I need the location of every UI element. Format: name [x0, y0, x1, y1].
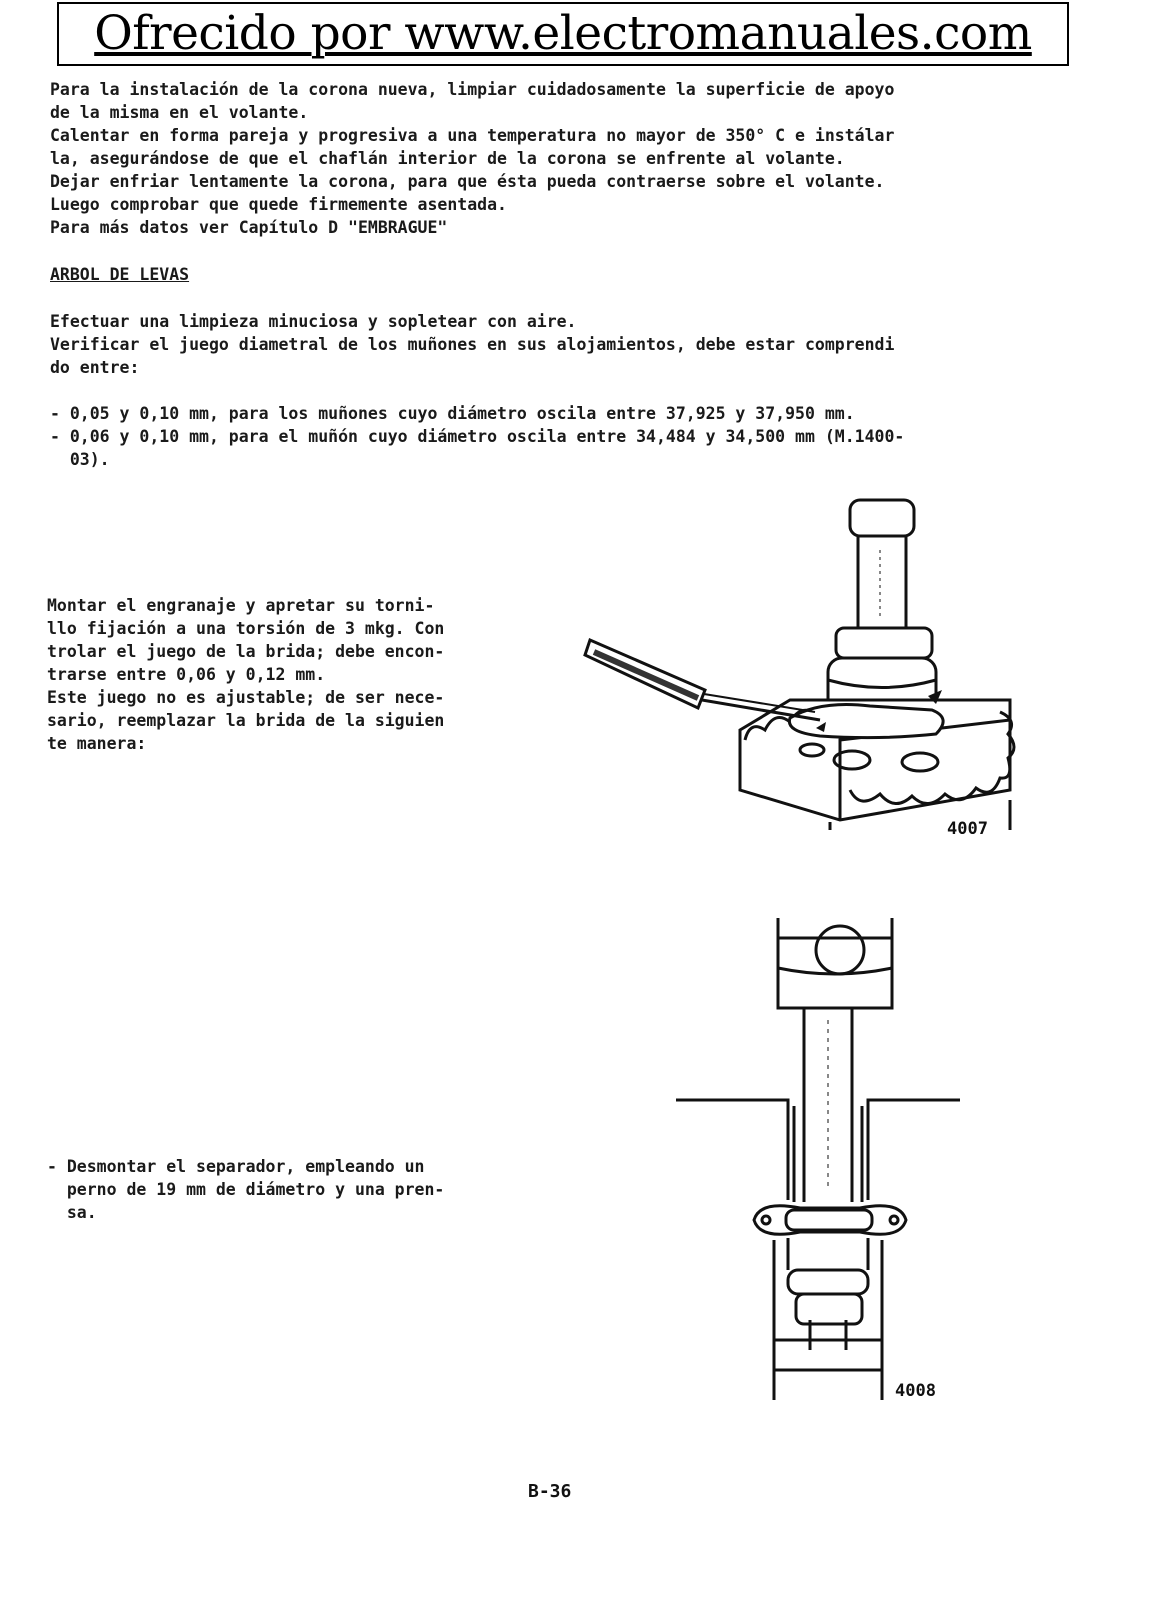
- bullet-line: - 0,06 y 0,10 mm, para el muñón cuyo diámetro oscila entre 34,484 y 34,500 mm (M.1400-: [50, 427, 905, 446]
- text-line: Dejar enfriar lentamente la corona, para que ésta pueda contraerse sobre el volante.: [50, 172, 885, 191]
- page-number: B-36: [528, 1481, 572, 1502]
- text-line: Para la instalación de la corona nueva, limpiar cuidadosamente la superficie de apoyo: [50, 80, 895, 99]
- text-line: Montar el engranaje y apretar su torni-: [47, 596, 435, 615]
- text-line: do entre:: [50, 358, 140, 377]
- text-line: Efectuar una limpieza minuciosa y sopletear con aire.: [50, 312, 577, 331]
- text-line: Calentar en forma pareja y progresiva a una temperatura no mayor de 350° C e instálar: [50, 126, 895, 145]
- bullet-line: - 0,05 y 0,10 mm, para los muñones cuyo diámetro oscila entre 37,925 y 37,950 mm.: [50, 404, 855, 423]
- text-line: sario, reemplazar la brida de la siguien: [47, 711, 445, 730]
- figure-4007-illustration: [580, 490, 1030, 840]
- figure-4008-label: 4008: [895, 1381, 936, 1401]
- text-line: te manera:: [47, 734, 147, 753]
- text-line: Para más datos ver Capítulo D "EMBRAGUE": [50, 218, 448, 237]
- bullet-line: 03).: [50, 450, 110, 469]
- text-line: Luego comprobar que quede firmemente asentada.: [50, 195, 507, 214]
- section-heading: ARBOL DE LEVAS: [50, 265, 190, 284]
- text-line: llo fijación a una torsión de 3 mkg. Con: [47, 619, 445, 638]
- text-line: trarse entre 0,06 y 0,12 mm.: [47, 665, 326, 684]
- text-line: Verificar el juego diametral de los muñones en sus alojamientos, debe estar comprendi: [50, 335, 895, 354]
- figure-4008-illustration: [670, 910, 970, 1400]
- source-banner: Ofrecido por www.electromanuales.com: [57, 2, 1069, 66]
- text-line: Este juego no es ajustable; de ser nece-: [47, 688, 445, 707]
- figure-4007-label: 4007: [947, 819, 988, 839]
- text-line: trolar el juego de la brida; debe encon-: [47, 642, 445, 661]
- text-line: perno de 19 mm de diámetro y una pren-: [47, 1180, 445, 1199]
- text-line: - Desmontar el separador, empleando un: [47, 1157, 425, 1176]
- text-line: la, asegurándose de que el chaflán interior de la corona se enfrente al volante.: [50, 149, 845, 168]
- text-line: de la misma en el volante.: [50, 103, 309, 122]
- text-line: sa.: [47, 1203, 97, 1222]
